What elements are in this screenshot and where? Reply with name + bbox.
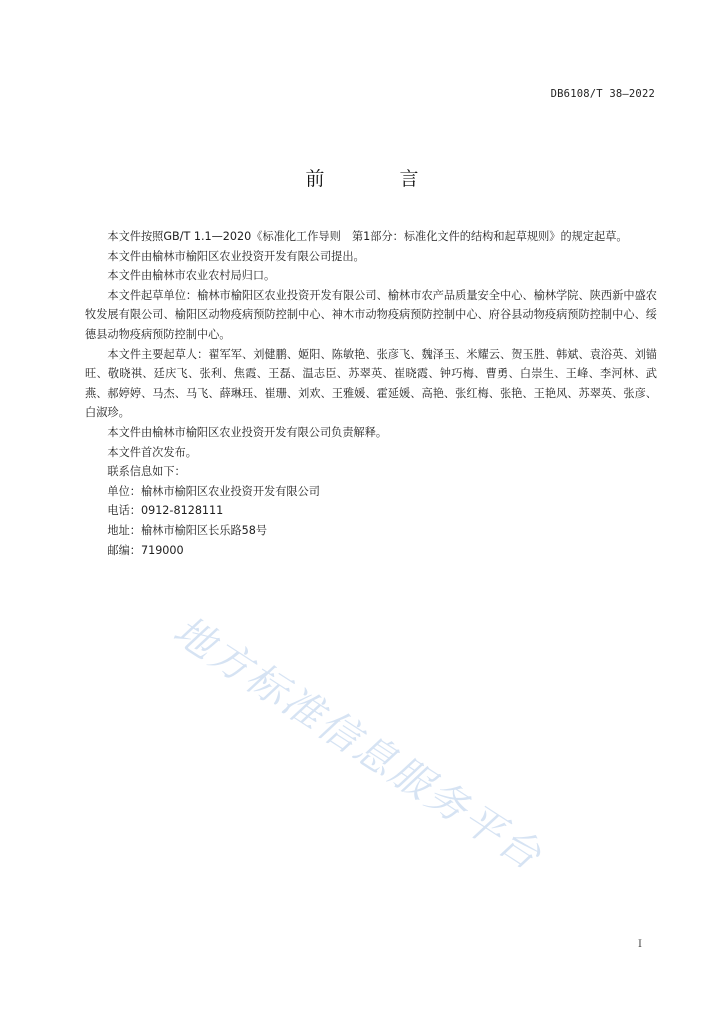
paragraph-drafting-units: 本文件起草单位：榆林市榆阳区农业投资开发有限公司、榆林市农产品质量安全中心、榆林学院、陕西新中盛农牧发展有限公司、榆阳区动物疫病预防控制中心、神木市动物疫病预防控制中心、府谷县动物疫病预防控制中心、绥德县动物疫病预防控制中心。 bbox=[85, 288, 657, 341]
foreword-body bbox=[85, 227, 657, 560]
paragraph-drafters: 本文件主要起草人：翟军军、刘健鹏、姬阳、陈敏艳、张彦飞、魏泽玉、米耀云、贺玉胜、韩斌、袁浴英、刘锚旺、敬晓祺、廷庆飞、张利、焦霞、王磊、温志臣、苏翠英、崔晓霞、钟巧梅、曹勇、白崇生、王峰、李河林、武燕、郝婷婷、马杰、马飞、薛琳珏、崔珊、刘欢、王雅媛、霍延媛、高艳、张红梅、张艳、王艳风、苏翠英、张彦、白淑珍。 bbox=[85, 347, 657, 420]
standard-code: DB6108/T 38—2022 bbox=[550, 88, 655, 100]
contact-unit: 单位：榆林市榆阳区农业投资开发有限公司 bbox=[107, 484, 320, 498]
contact-address: 地址：榆林市榆阳区长乐路58号 bbox=[107, 523, 268, 537]
contact-phone: 电话：0912-8128111 bbox=[107, 504, 224, 518]
paragraph-drafting-rules: 本文件按照GB/T 1.1—2020《标准化工作导则 第1部分：标准化文件的结构和起草规则》的规定起草。 bbox=[107, 230, 628, 243]
contact-postcode: 邮编：719000 bbox=[107, 543, 184, 557]
paragraph-first-release: 本文件首次发布。 bbox=[107, 445, 197, 459]
paragraph-interpretation: 本文件由榆林市榆阳区农业投资开发有限公司负责解释。 bbox=[107, 425, 388, 439]
paragraph-contact-intro: 联系信息如下： bbox=[107, 465, 186, 479]
paragraph-proposer: 本文件由榆林市榆阳区农业投资开发有限公司提出。 bbox=[107, 249, 365, 263]
paragraph-administrator: 本文件由榆林市农业农村局归口。 bbox=[107, 269, 276, 283]
page-number: I bbox=[638, 939, 642, 950]
page-title: 前 言 bbox=[305, 168, 447, 190]
watermark: 地方标准信息服务平台 bbox=[165, 607, 551, 881]
